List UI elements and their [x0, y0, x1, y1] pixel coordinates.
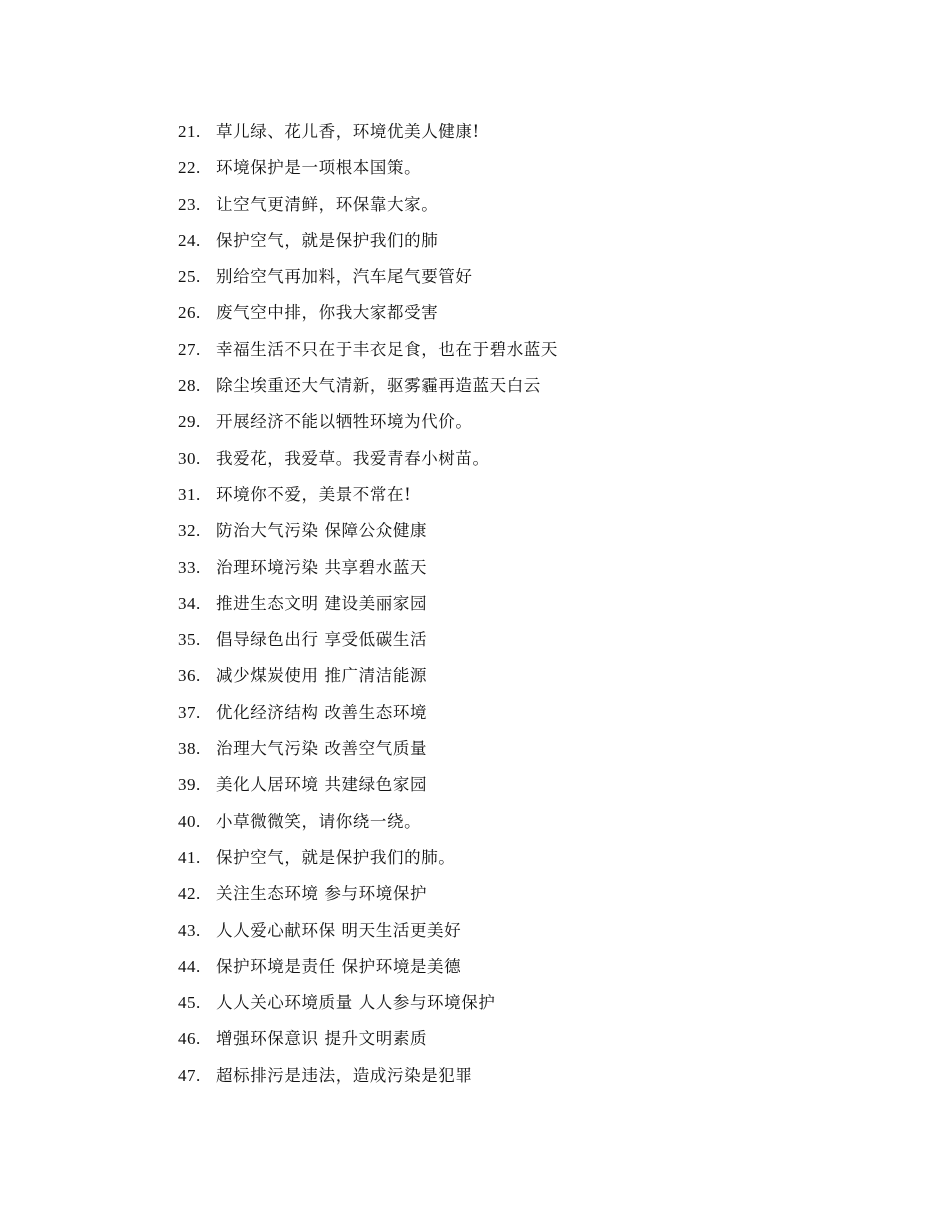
item-text: 草儿绿、花儿香，环境优美人健康!	[216, 122, 480, 141]
item-text: 保护空气，就是保护我们的肺。	[216, 847, 456, 867]
list-item	[178, 590, 558, 626]
list-item	[178, 118, 558, 154]
item-number: 30.	[178, 448, 201, 468]
item-number: 46.	[178, 1029, 201, 1049]
item-number: 26.	[178, 303, 201, 323]
item-text: 环境保护是一项根本国策。	[216, 158, 422, 178]
item-text: 让空气更清鲜，环保靠大家。	[216, 194, 439, 214]
list-item	[178, 299, 558, 335]
item-text: 我爱花，我爱草。我爱青春小树苗。	[216, 448, 490, 468]
item-text: 治理大气污染 改善空气质量	[216, 739, 428, 759]
item-text: 美化人居环境 共建绿色家园	[216, 775, 428, 795]
list-item	[178, 844, 558, 880]
item-text: 优化经济结构 改善生态环境	[216, 702, 428, 722]
item-text: 除尘埃重还大气清新，驱雾霾再造蓝天白云	[216, 376, 541, 396]
list-item	[178, 1025, 558, 1061]
item-number: 40.	[178, 811, 201, 831]
item-text: 减少煤炭使用 推广清洁能源	[216, 666, 428, 686]
item-number: 45.	[178, 993, 201, 1013]
list-item	[178, 626, 558, 662]
item-number: 21.	[178, 122, 201, 141]
list-item	[178, 263, 558, 299]
item-text: 超标排污是违法，造成污染是犯罪	[216, 1065, 473, 1085]
item-text: 倡导绿色出行 享受低碳生活	[216, 630, 428, 650]
item-text: 小草微微笑，请你绕一绕。	[216, 811, 422, 831]
item-text: 开展经济不能以牺牲环境为代价。	[216, 412, 473, 432]
list-item	[178, 481, 558, 517]
list-item	[178, 336, 558, 372]
item-text: 推进生态文明 建设美丽家园	[216, 593, 428, 613]
item-text: 防治大气污染 保障公众健康	[216, 521, 428, 541]
list-item	[178, 953, 558, 989]
item-number: 25.	[178, 267, 201, 287]
item-text: 人人爱心献环保 明天生活更美好	[216, 920, 462, 940]
item-number: 44.	[178, 956, 201, 976]
item-number: 22.	[178, 158, 201, 178]
item-number: 29.	[178, 412, 201, 432]
item-number: 37.	[178, 702, 201, 722]
item-text: 别给空气再加料，汽车尾气要管好	[216, 267, 473, 287]
list-item	[178, 808, 558, 844]
item-text: 废气空中排，你我大家都受害	[216, 303, 439, 323]
item-number: 24.	[178, 230, 201, 250]
item-number: 34.	[178, 593, 201, 613]
item-number: 39.	[178, 775, 201, 795]
list-item	[178, 154, 558, 190]
list-item	[178, 662, 558, 698]
item-number: 27.	[178, 339, 201, 359]
item-text: 治理环境污染 共享碧水蓝天	[216, 557, 428, 577]
list-item	[178, 735, 558, 771]
list-item	[178, 554, 558, 590]
list-item	[178, 1062, 558, 1098]
item-number: 32.	[178, 521, 201, 541]
item-text: 环境你不爱，美景不常在!	[216, 484, 412, 504]
item-number: 33.	[178, 557, 201, 577]
list-item	[178, 372, 558, 408]
item-number: 42.	[178, 884, 201, 904]
item-number: 31.	[178, 484, 201, 504]
list-item	[178, 880, 558, 916]
list-item	[178, 771, 558, 807]
item-number: 43.	[178, 920, 201, 940]
list-item	[178, 445, 558, 481]
list-item	[178, 191, 558, 227]
item-text: 保护空气，就是保护我们的肺	[216, 230, 439, 250]
item-number: 35.	[178, 630, 201, 650]
item-text: 关注生态环境 参与环境保护	[216, 884, 428, 904]
item-text: 增强环保意识 提升文明素质	[216, 1029, 428, 1049]
item-text: 保护环境是责任 保护环境是美德	[216, 956, 462, 976]
item-number: 41.	[178, 847, 201, 867]
item-number: 38.	[178, 739, 201, 759]
list-item	[178, 917, 558, 953]
list-item	[178, 989, 558, 1025]
item-number: 23.	[178, 194, 201, 214]
item-number: 28.	[178, 376, 201, 396]
list-item	[178, 408, 558, 444]
item-number: 47.	[178, 1065, 201, 1085]
list-item	[178, 227, 558, 263]
list-item	[178, 517, 558, 553]
slogan-list	[178, 118, 558, 1098]
item-text: 幸福生活不只在于丰衣足食，也在于碧水蓝天	[216, 339, 558, 359]
item-number: 36.	[178, 666, 201, 686]
item-text: 人人关心环境质量 人人参与环境保护	[216, 993, 496, 1013]
list-item	[178, 699, 558, 735]
